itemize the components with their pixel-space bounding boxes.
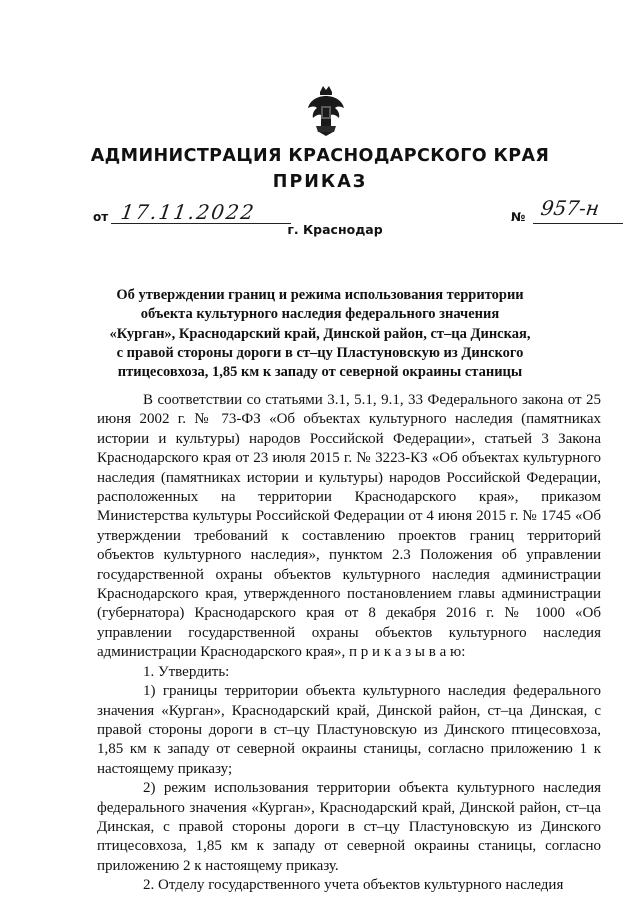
body-paragraph: 2. Отделу государственного учета объектов культурного наследия [143, 877, 564, 894]
subject-line: птицесовхоза, 1,85 км к западу от северной окраины станицы [117, 364, 523, 381]
document-subject [100, 286, 540, 382]
document-type: ПРИКАЗ [272, 172, 368, 192]
body-paragraph: 2) режим использования территории объекта культурного наследия федерального значения «Курган», Краснодарский край, Динской район, ст–ца Динская, с правой стороны дороги в ст–цу Пластуновскую из Динского птицесовхоза, 1,85 км к западу от северной окраины станицы, согласно приложению 2 к настоящему приказу. [97, 780, 601, 874]
handwritten-number: 957-н [539, 196, 601, 220]
subject-line: Об утверждении границ и режима использования территории [116, 287, 524, 303]
coat-of-arms-emblem [306, 82, 346, 136]
body-paragraph: 1. Утвердить: [143, 663, 230, 680]
document-body [97, 391, 601, 896]
handwritten-date: 17.11.2022 [119, 200, 258, 224]
city-name: г. Краснодар [287, 222, 383, 237]
subject-line: объекта культурного наследия федерального значения [140, 306, 500, 323]
subject-line: с правой стороны дороги в ст–цу Пластуновскую из Динского [116, 344, 524, 361]
subject-line: «Курган», Краснодарский край, Динской район, ст–ца Динская, [109, 325, 531, 342]
body-paragraph: В соответствии со статьями 3.1, 5.1, 9.1, 33 Федерального закона от 25 июня 2002 г. № 73-ФЗ «Об объектах культурного наследия (памятниках истории и культуры) народов Российской Федерации», статьей 3 Закона Краснодарского края от 23 июля 2015 г. № 3223-КЗ «Об объектах культурного наследия (памятниках истории и культуры) народов Российской Федерации, расположенных на территории Краснодарского края», приказом Министерства культуры Российской Федерации от 4 июня 2015 г. № 1745 «Об утверждении требований к составлению проектов границ территорий объектов культурного наследия», пунктом 2.3 Положения об управлении государственной охраны объектов культурного наследия администрации Краснодарского края, утвержденного постановлением главы администрации (губернатора) Краснодарского края от 8 декабря 2016 г. № 1000 «Об управлении государственной охраны объектов культурного наследия администрации Краснодарского края», п р и к а з ы в а ю: [97, 392, 601, 661]
organization-title: АДМИНИСТРАЦИЯ КРАСНОДАРСКОГО КРАЯ [90, 146, 550, 166]
number-label: № [511, 210, 526, 224]
body-paragraph: 1) границы территории объекта культурного наследия федерального значения «Курган», Краснодарский край, Динской район, ст–ца Динская, с правой стороны дороги в ст–цу Пластуновскую из Динского птицесовхоза, 1,85 км к западу от северной окраины станицы, согласно приложению 1 к настоящему приказу; [97, 683, 601, 777]
date-label: от [93, 210, 109, 224]
